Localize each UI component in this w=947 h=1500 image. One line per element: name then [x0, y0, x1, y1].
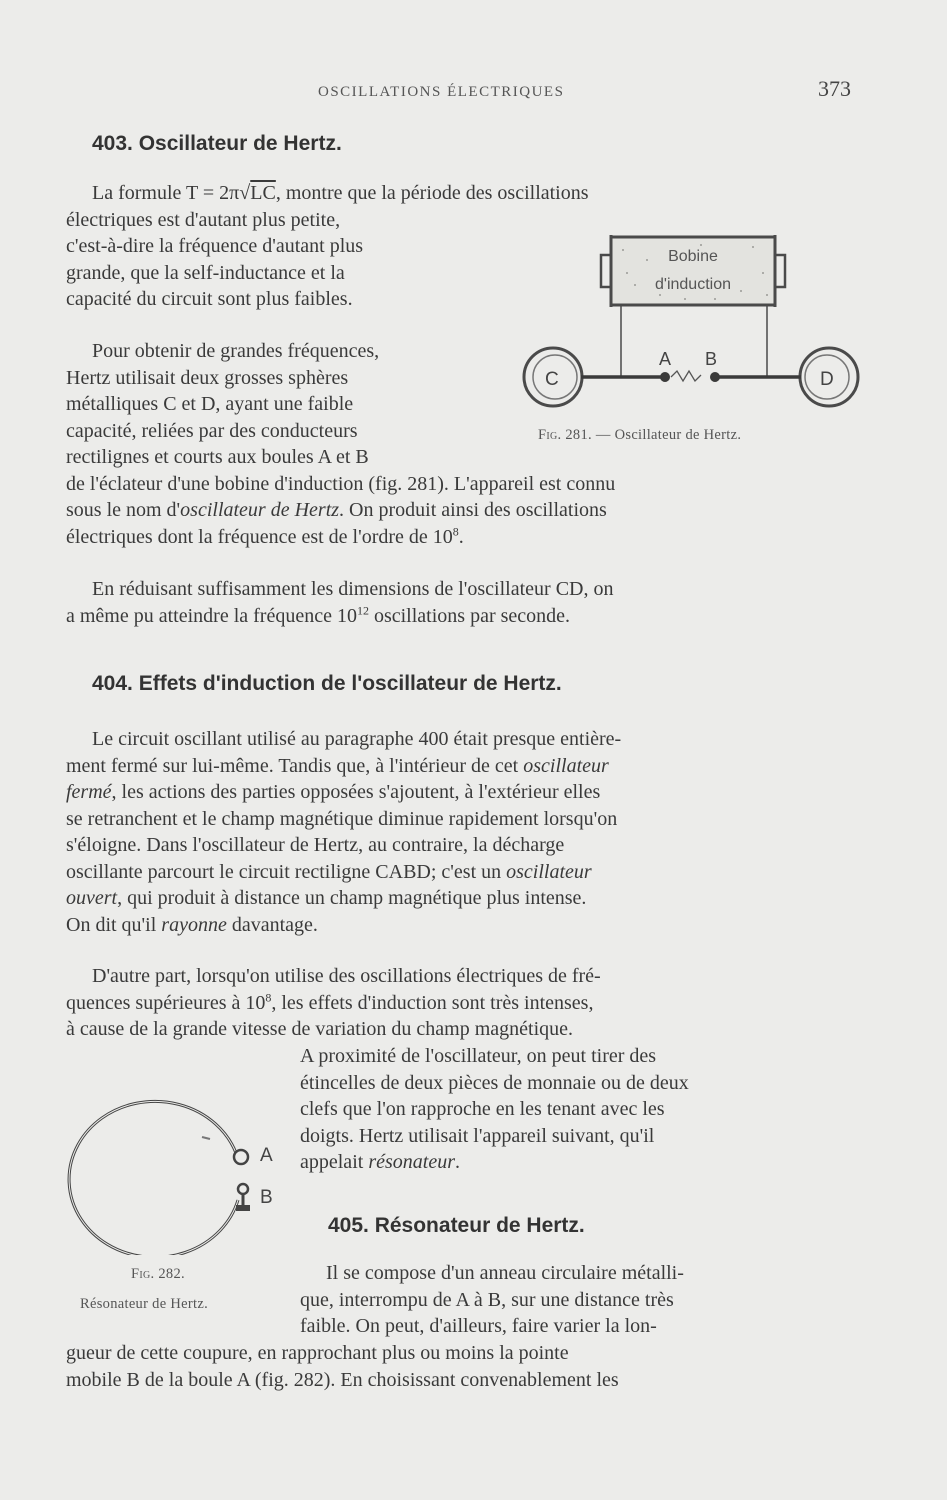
text-line: quences supérieures à $10^8$, les effets d'induction sont très intenses,	[66, 989, 594, 1014]
text-line: La formule T = 2π√LC, montre que la période des oscillations	[92, 182, 589, 204]
text-line: rectilignes et courts aux boules A et B	[66, 446, 369, 468]
text-line: ouvert, qui produit à distance un champ magnétique plus intense.	[66, 887, 587, 909]
sphere-d-label: D	[820, 369, 834, 390]
text-line: Hertz utilisait deux grosses sphères	[66, 366, 349, 389]
text-line: On dit qu'il rayonne davantage.	[66, 913, 318, 936]
text-line: sous le nom d'oscillateur de Hertz. On produit ainsi des oscillations	[66, 499, 607, 521]
text-line: métalliques C et D, ayant une faible	[66, 393, 354, 415]
text-line: a même pu atteindre la fréquence $10^{12}$ oscillations par seconde.	[66, 602, 571, 627]
resonator-point-b	[238, 1184, 248, 1194]
text-line: En réduisant suffisamment les dimensions de l'oscillateur CD, on	[92, 578, 614, 600]
text-line: appelait résonateur.	[300, 1151, 460, 1173]
ball-b	[710, 372, 720, 382]
text-line: se retranchent et le champ magnétique diminue rapidement lorsqu'on	[66, 807, 618, 830]
text-line: s'éloigne. Dans l'oscillateur de Hertz, au contraire, la décharge	[66, 834, 565, 856]
ball-a-label: A	[659, 349, 672, 369]
ball-b-label: B	[705, 349, 718, 369]
text-line: mobile B de la boule A (fig. 282). En choisissant convenablement les	[66, 1368, 619, 1391]
page-number: 373	[818, 76, 851, 101]
section-403-paragraph-3	[66, 576, 860, 629]
text-line: capacité, reliées par des conducteurs	[66, 419, 358, 442]
section-404-paragraph-2	[66, 963, 860, 1043]
text-line: fermé, les actions des parties opposées s'ajoutent, à l'extérieur elles	[66, 781, 601, 803]
text-line: gueur de cette coupure, en rapprochant plus ou moins la pointe	[66, 1342, 569, 1364]
section-404-paragraph-2-wrap	[300, 1043, 860, 1176]
figure-282-caption-text: Résonateur de Hertz.	[80, 1296, 208, 1312]
text-line: électriques est d'autant plus petite,	[66, 208, 341, 231]
coil-label-bobine: Bobine	[668, 248, 718, 265]
section-405-heading: 405. Résonateur de Hertz.	[328, 1214, 585, 1237]
text-line: oscillante parcourt le circuit rectiligne CABD; c'est un oscillateur	[66, 860, 592, 883]
section-405-paragraph-1	[300, 1260, 860, 1340]
resonator-screw-base	[236, 1205, 250, 1211]
spark-gap	[671, 371, 701, 381]
resonator-label-b: B	[260, 1187, 273, 1208]
text-line: capacité du circuit sont plus faibles.	[66, 288, 353, 310]
section-404-heading: 404. Effets d'induction de l'oscillateur de Hertz.	[92, 672, 562, 695]
figure-282-caption-number: Fig. 282.	[131, 1266, 185, 1282]
text-line: c'est-à-dire la fréquence d'autant plus	[66, 235, 364, 257]
text-line: à cause de la grande vitesse de variation du champ magnétique.	[66, 1018, 574, 1040]
text-line: grande, que la self-inductance et la	[66, 261, 345, 284]
ball-a	[660, 372, 670, 382]
sphere-c-label: C	[545, 369, 559, 390]
running-head: OSCILLATIONS ÉLECTRIQUES	[318, 84, 565, 100]
text-line: que, interrompu de A à B, sur une distance très	[300, 1288, 674, 1311]
figure-281-caption: Fig. 281. — Oscillateur de Hertz.	[538, 427, 742, 443]
text-line: doigts. Hertz utilisait l'appareil suivant, qu'il	[300, 1124, 655, 1147]
resonator-label-a: A	[260, 1145, 273, 1166]
text-line: Il se compose d'un anneau circulaire métalli-	[326, 1262, 684, 1284]
text-line: A proximité de l'oscillateur, on peut tirer des	[300, 1045, 657, 1067]
section-403-heading: 403. Oscillateur de Hertz.	[92, 132, 342, 155]
text-line: étincelles de deux pièces de monnaie ou de deux	[300, 1071, 689, 1094]
section-405-paragraph-1-wrap	[66, 1340, 860, 1393]
text-line: clefs que l'on rapproche en les tenant avec les	[300, 1098, 665, 1120]
text-line: ment fermé sur lui-même. Tandis que, à l'intérieur de cet oscillateur	[66, 754, 609, 777]
figure-282-resonator-diagram	[66, 1085, 296, 1255]
text-line: de l'éclateur d'une bobine d'induction (fig. 281). L'appareil est connu	[66, 472, 616, 495]
resonator-ball-a	[234, 1150, 248, 1164]
figure-281-oscillator-diagram	[515, 225, 865, 425]
text-line: électriques dont la fréquence est de l'ordre de $10^8$.	[66, 523, 464, 548]
text-line: Le circuit oscillant utilisé au paragraphe 400 était presque entière-	[92, 728, 622, 750]
text-line: Pour obtenir de grandes fréquences,	[92, 340, 380, 362]
section-404-paragraph-1	[66, 726, 860, 938]
text-line: faible. On peut, d'ailleurs, faire varier la lon-	[300, 1315, 657, 1337]
text-line: D'autre part, lorsqu'on utilise des oscillations électriques de fré-	[92, 965, 601, 987]
coil-label-induction: d'induction	[655, 276, 731, 293]
